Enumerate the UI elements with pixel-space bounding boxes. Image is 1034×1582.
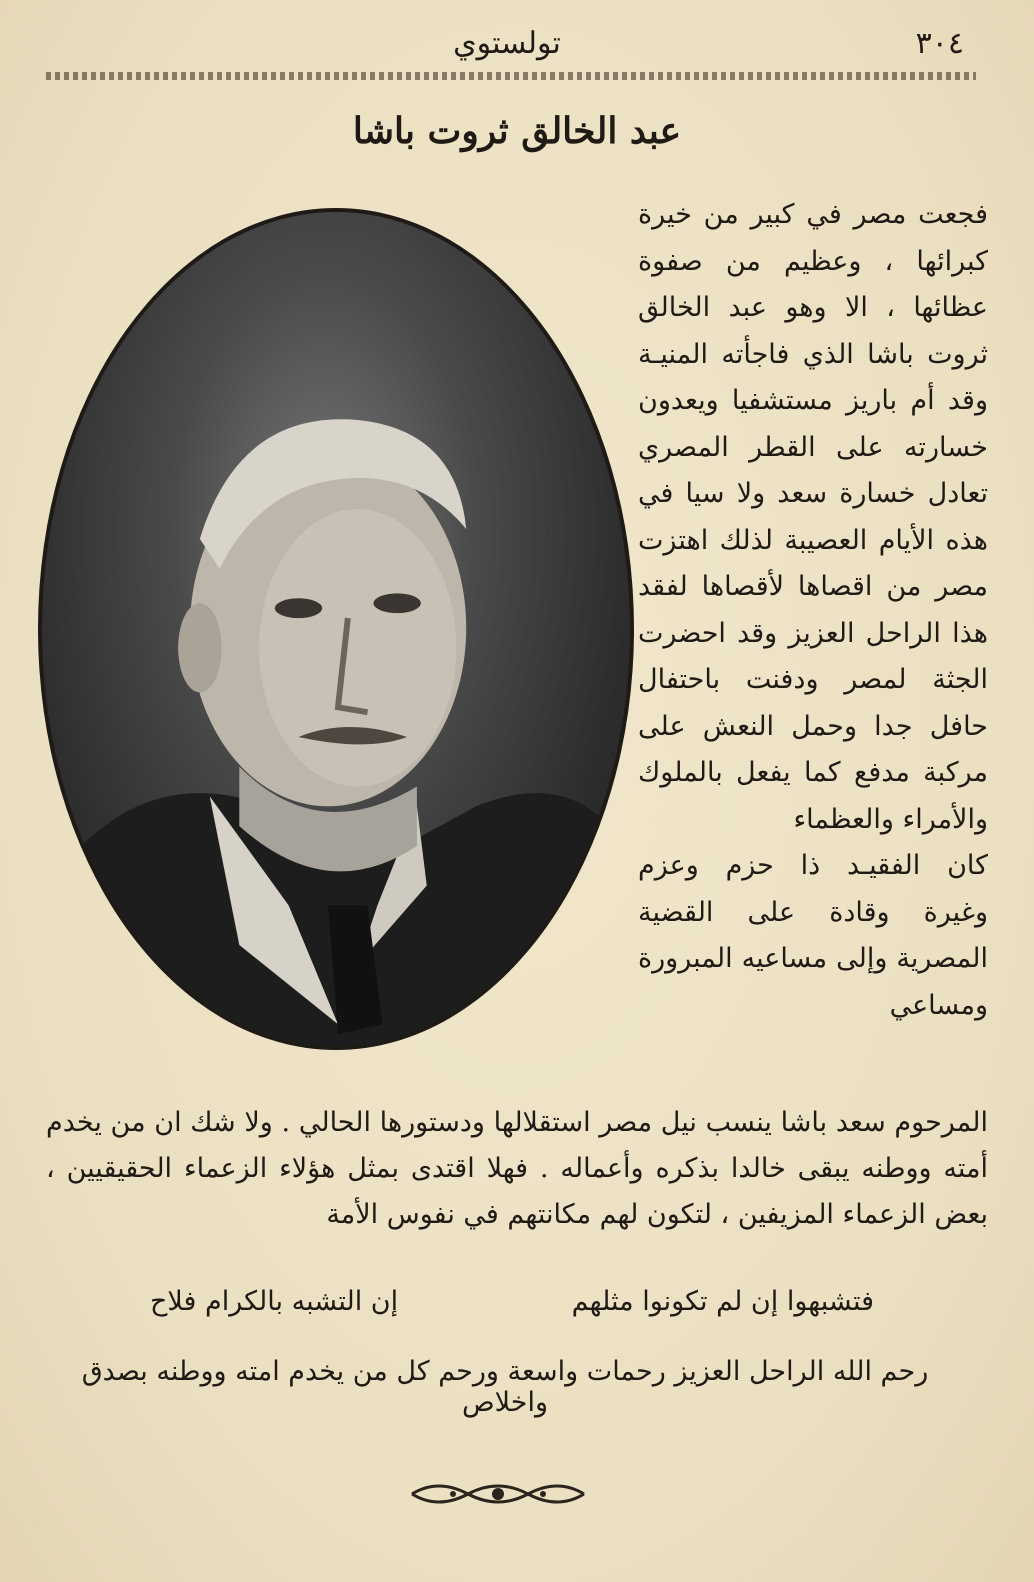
article-column (638, 192, 988, 1029)
header-rule (46, 72, 976, 80)
portrait-illustration (42, 212, 630, 1046)
running-title: تولستوي (453, 26, 561, 61)
column-paragraph-2: كان الفقيـد ذا حزم وعزم وغيرة وقادة على القضية المصرية وإلى مساعيه المبرورة ومساعي (638, 850, 988, 1021)
closing-line: رحم الله الراحل العزيز رحمات واسعة ورحم كل من يخدم امته ووطنه بصدق واخلاص (81, 1356, 929, 1418)
article-title: عبد الخالق ثروت باشا (352, 110, 682, 152)
verse-hemistich-2: إن التشبه بالكرام فلاح (150, 1286, 399, 1317)
column-paragraph-1: فجعت مصر في كبير من خيرة كبرائها ، وعظيم من صفوة عظائها ، الا وهو عبد الخالق ثروت باشا الذي فاجأته المنيـة وقد أم باريز مستشفيا ويعدون خسارته على القطر المصري تعادل خسارة سعد ولا سيا في هذه الأيام العصيبة لذلك اهتزت مصر من اقصاها لأقصاها لفقد هذا الراحل العزيز وقد احضرت الجثة لمصر ودفنت باحتفال حافل جدا وحمل النعش على مركبة مدفع كما يفعل بالملوك والأمراء والعظماء (638, 199, 988, 835)
running-head (40, 22, 974, 68)
full-width-paragraph: المرحوم سعد باشا ينسب نيل مصر استقلالها ودستورها الحالي . ولا شك ان من يخدم أمته ووطنه يبقى خالدا بذكره وأعماله . فهلا اقتدى بمثل هؤلاء الزعماء الحقيقيين ، بعض الزعماء المزيفين ، لتكون لهم مكانتهم في نفوس الأمة (46, 1107, 988, 1230)
ornament-divider (408, 1474, 588, 1514)
verse-line (150, 1286, 874, 1332)
page-number: ٣٠٤ (915, 26, 964, 61)
article-full-width (46, 1100, 988, 1238)
portrait-photo (38, 208, 634, 1050)
verse-hemistich-1: فتشبهوا إن لم تكونوا مثلهم (571, 1286, 874, 1317)
